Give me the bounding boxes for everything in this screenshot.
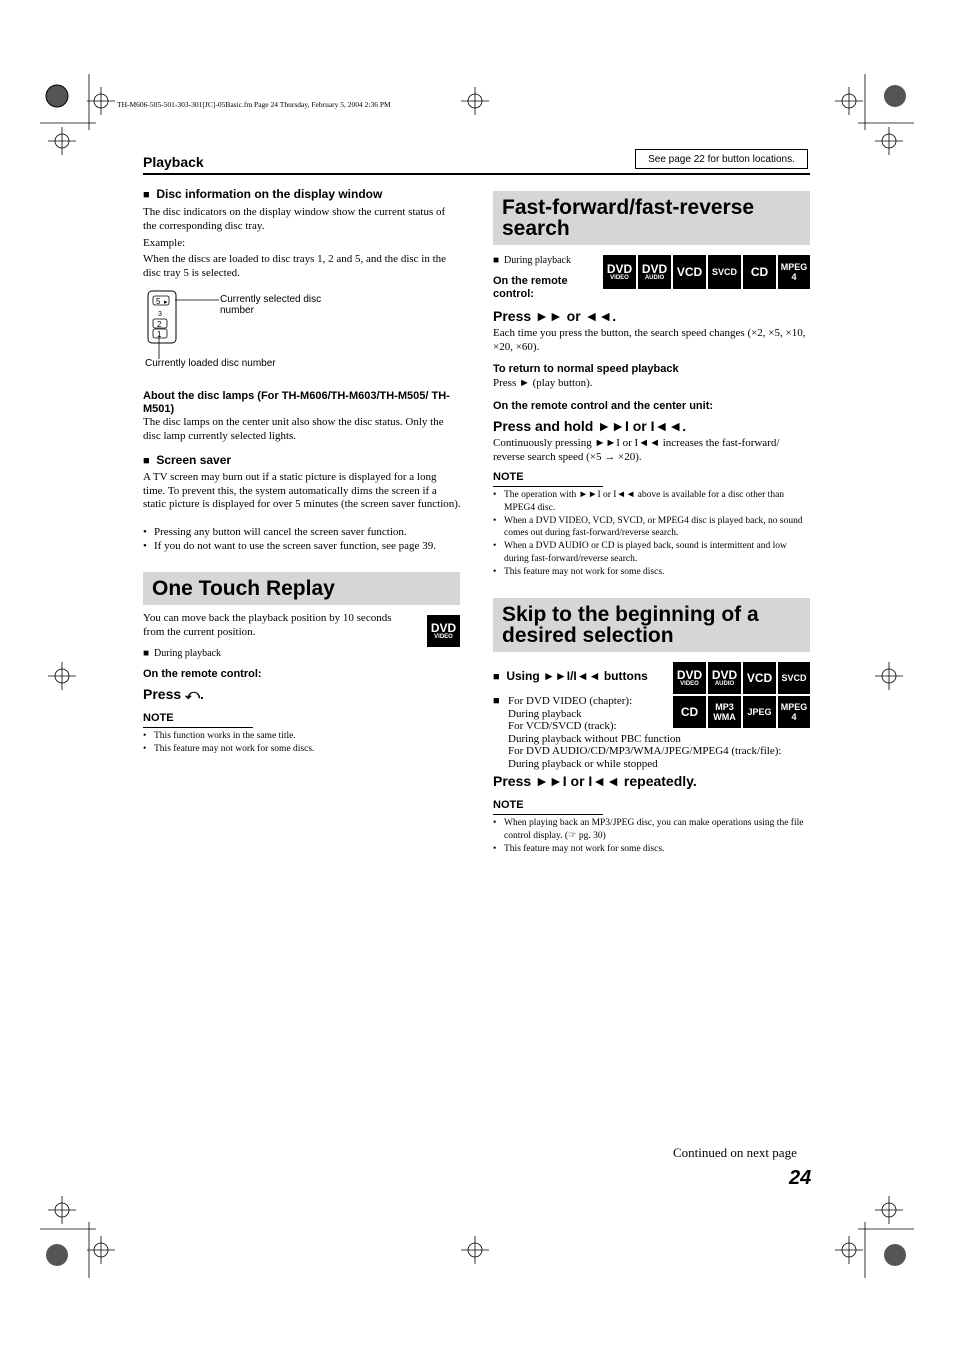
ff-speed: Each time you press the button, the search speed changes (×2, ×5, ×10, ×20, ×60).	[493, 327, 806, 353]
cd-badge: CD	[673, 696, 706, 728]
note-rule	[493, 486, 603, 487]
continued-note: Continued on next page	[673, 1145, 797, 1160]
one-touch-title: One Touch Replay	[152, 577, 335, 600]
page-number: 24	[789, 1167, 812, 1189]
skip-line: For DVD AUDIO/CD/MP3/WMA/JPEG/MPEG4 (track/file):	[508, 745, 782, 758]
skip-title: Skip to the beginning of a desired selection	[502, 603, 759, 647]
skip-line: During playback or while stopped	[508, 757, 658, 770]
mpeg4-badge: MPEG 4	[778, 255, 810, 289]
svcd-badge: SVCD	[708, 255, 741, 289]
one-touch-notes	[143, 730, 461, 755]
ff-hold: Press and hold ►►I or I◄◄.	[493, 418, 687, 434]
vcd-badge: VCD	[673, 255, 706, 289]
disc-lamps-heading: About the disc lamps (For TH-M606/TH-M603/TH-M505/ TH-M501)	[143, 390, 450, 415]
skip-line: For DVD VIDEO (chapter):	[508, 695, 633, 707]
svcd-badge: SVCD	[778, 662, 810, 694]
one-touch-during: ■ During playback	[143, 648, 221, 659]
disc-lamps-para: The disc lamps on the center unit also show the disc status. Only the disc lamp currently selected lights.	[143, 416, 444, 442]
fast-forward-title: Fast-forward/fast-reverse search	[502, 196, 755, 240]
list-item: • When a DVD AUDIO or CD is played back, sound is intermittent and low during fast-forward/reverse search.	[493, 540, 811, 566]
one-touch-press: Press ⤺.	[143, 686, 204, 702]
list-item: • When playing back an MP3/JPEG disc, you can make operations using the file control display. (☞ pg. 30)	[493, 817, 811, 843]
fast-forward-title-bar	[493, 191, 810, 245]
ff-during: ■ During playback	[493, 255, 571, 266]
skip-using-title: ■ Using ►►I/I◄◄ buttons	[493, 669, 648, 683]
ff-hold-desc: Continuously pressing ►►I or I◄◄ increases the fast-forward/ reverse search speed (×5 → ×20).	[493, 437, 780, 463]
one-touch-note-label: NOTE	[143, 712, 174, 724]
replay-icon: ⤺	[185, 686, 201, 702]
note-rule	[143, 727, 253, 728]
dvd-audio-badge: DVD AUDIO	[638, 255, 671, 289]
cd-badge: CD	[743, 255, 776, 289]
skip-line: During playback	[508, 707, 582, 720]
ff-remote-label: On the remote control:	[493, 275, 568, 300]
list-item: • This feature may not work for some discs.	[493, 566, 811, 579]
see-page-note: See page 22 for button locations.	[635, 149, 808, 169]
skip-notes	[493, 817, 811, 855]
mp3-wma-badge: MP3 WMA	[708, 696, 741, 728]
header-rule	[143, 173, 810, 175]
example-label: Example:	[143, 237, 186, 249]
digit-1: 1	[157, 330, 162, 339]
ff-center-label: On the remote control and the center unit:	[493, 400, 714, 412]
skip-press: Press ►►I or I◄◄ repeatedly.	[493, 773, 697, 789]
note-rule	[493, 814, 603, 815]
one-touch-intro: You can move back the playback position by 10 seconds from the current position.	[143, 612, 392, 638]
vcd-badge: VCD	[743, 662, 776, 694]
digit-2: 2	[157, 320, 162, 329]
skip-line: For VCD/SVCD (track):	[508, 720, 617, 733]
list-item: • This function works in the same title.	[143, 730, 461, 743]
dvd-audio-badge: DVD AUDIO	[708, 662, 741, 694]
dvd-video-badge: DVD VIDEO	[427, 615, 460, 647]
example-para: When the discs are loaded to disc trays 1, 2 and 5, and the disc in the disc tray 5 is selected.	[143, 253, 447, 279]
screen-saver-title: ■ Screen saver	[143, 453, 232, 467]
one-touch-title-bar	[143, 572, 460, 605]
section-label: Playback	[143, 154, 204, 170]
list-item: • The operation with ►►I or I◄◄ above is available for a disc other than MPEG4 disc.	[493, 489, 811, 515]
file-header: TH-M606-505-501-303-301[JC]-05Basic.fm Page 24 Thursday, February 5, 2004 2:36 PM	[117, 100, 391, 109]
ff-return-heading: To return to normal speed playback	[493, 363, 679, 375]
svg-text:▸: ▸	[164, 299, 168, 306]
callout-selected: Currently selected disc number	[220, 294, 322, 316]
list-item: • When a DVD VIDEO, VCD, SVCD, or MPEG4 disc is played back, no sound comes out during fast-forward/reverse search.	[493, 515, 811, 541]
dvd-video-badge: DVD VIDEO	[673, 662, 706, 694]
ff-return-text: Press ► (play button).	[493, 377, 593, 389]
list-item: • This feature may not work for some discs.	[493, 843, 811, 856]
skip-lines	[508, 695, 810, 771]
ff-note-label: NOTE	[493, 471, 524, 483]
skip-title-bar	[493, 598, 810, 652]
disc-info-para: The disc indicators on the display window show the current status of the corresponding disc tray.	[143, 206, 446, 232]
dvd-video-badge: DVD VIDEO	[603, 255, 636, 289]
skip-square: ■	[493, 695, 500, 707]
callout-loaded: Currently loaded disc number	[145, 358, 276, 369]
skip-line: During playback without PBC function	[508, 732, 681, 745]
screen-saver-para: A TV screen may burn out if a static picture is displayed for a long time. To prevent this, the system automatically dims the screen if a static picture is displayed for over 5 minutes (the screen saver function).	[143, 471, 461, 510]
disc-info-title: ■ Disc information on the display window	[143, 187, 383, 201]
ff-notes	[493, 489, 811, 579]
ff-press: Press ►► or ◄◄.	[493, 308, 617, 324]
list-item: • If you do not want to use the screen saver function, see page 39.	[143, 540, 461, 554]
digit-5: 5	[156, 297, 161, 306]
digit-3: 3	[158, 311, 162, 318]
jpeg-badge: JPEG	[743, 696, 776, 728]
one-touch-remote-label: On the remote control:	[143, 668, 262, 680]
list-item: • Pressing any button will cancel the screen saver function.	[143, 526, 461, 540]
skip-note-label: NOTE	[493, 799, 524, 811]
mpeg4-badge: MPEG 4	[778, 696, 810, 728]
list-item: • This feature may not work for some discs.	[143, 743, 461, 756]
screen-saver-bullets	[143, 526, 461, 553]
